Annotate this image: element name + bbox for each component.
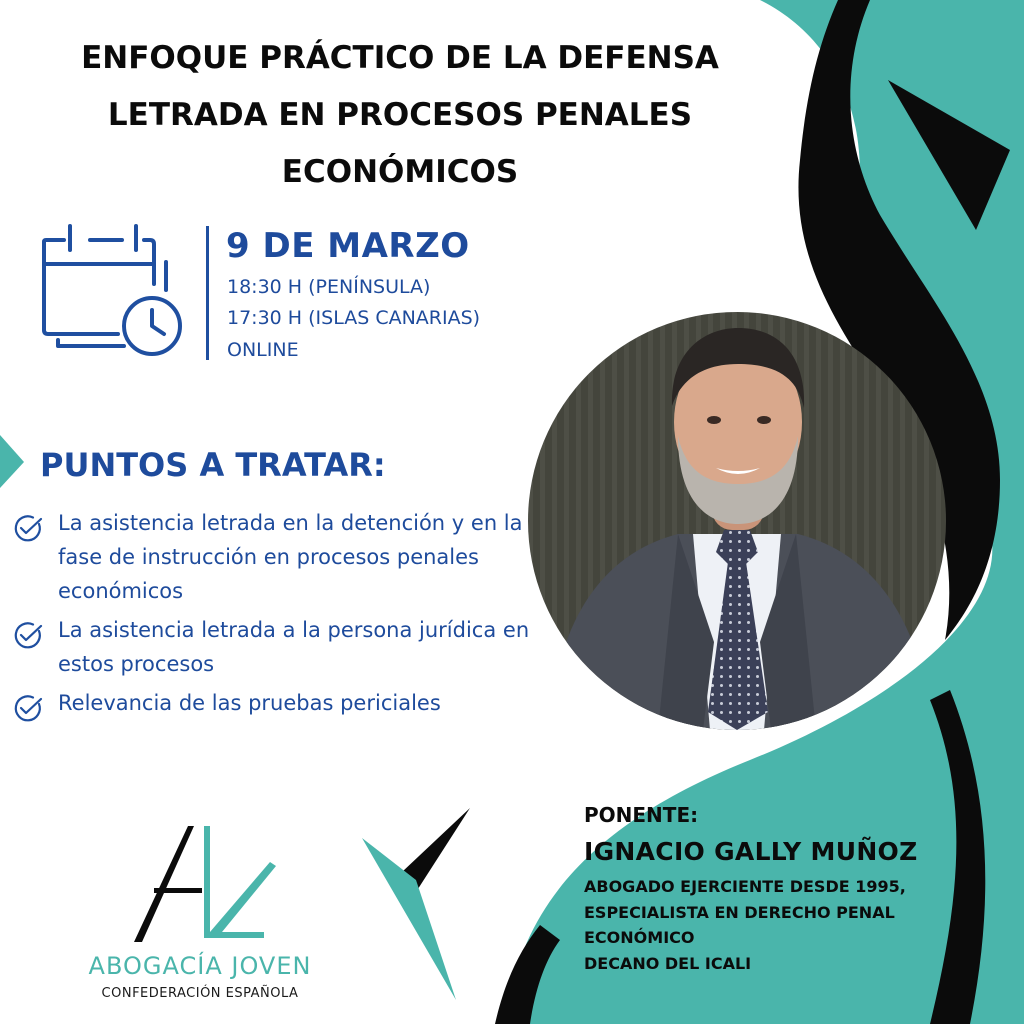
event-title	[30, 30, 770, 201]
speaker-name: IGNACIO GALLY MUÑOZ	[584, 837, 918, 866]
title-line: LETRADA EN PROCESOS PENALES	[107, 97, 693, 133]
title-line: ECONÓMICOS	[281, 154, 519, 190]
check-circle-icon	[12, 692, 44, 724]
topic-item	[12, 686, 532, 720]
topic-text: Relevancia de las pruebas periciales	[58, 691, 441, 715]
date-divider	[206, 226, 209, 360]
check-circle-icon	[12, 619, 44, 651]
event-date: 9 DE MARZO	[226, 226, 470, 266]
speaker-bio-line: ESPECIALISTA EN DERECHO PENAL	[584, 902, 895, 922]
speaker-bio	[584, 874, 1009, 976]
speaker-label: PONENTE:	[584, 803, 699, 827]
topic-text: La asistencia letrada en la detención y en la fase de instrucción en procesos penales económicos	[58, 511, 523, 603]
topic-text: La asistencia letrada a la persona jurídica en estos procesos	[58, 618, 530, 676]
organization-name: ABOGACÍA JOVEN	[88, 952, 312, 980]
event-mode: ONLINE	[227, 339, 299, 361]
topics-heading: PUNTOS A TRATAR:	[40, 446, 386, 484]
abogacia-joven-logo	[130, 822, 280, 946]
teal-left-triangle	[0, 435, 24, 488]
title-line: ENFOQUE PRÁCTICO DE LA DEFENSA	[81, 40, 719, 76]
topics-list	[12, 506, 532, 725]
organization-subtitle: CONFEDERACIÓN ESPAÑOLA	[101, 986, 299, 1001]
topic-item	[12, 506, 532, 608]
calendar-clock-icon	[40, 218, 188, 360]
speaker-bio-line: ABOGADO EJERCIENTE DESDE 1995,	[584, 877, 906, 896]
speaker-info	[584, 800, 1009, 976]
check-circle-icon	[12, 512, 44, 544]
speaker-photo	[528, 312, 946, 730]
topic-item	[12, 613, 532, 681]
speaker-bio-line: DECANO DEL ICALI	[584, 953, 752, 973]
speaker-bio-line: ECONÓMICO	[584, 928, 695, 947]
event-time-peninsula: 18:30 H (PENÍNSULA)	[227, 276, 431, 298]
event-time-canarias: 17:30 H (ISLAS CANARIAS)	[227, 307, 481, 329]
